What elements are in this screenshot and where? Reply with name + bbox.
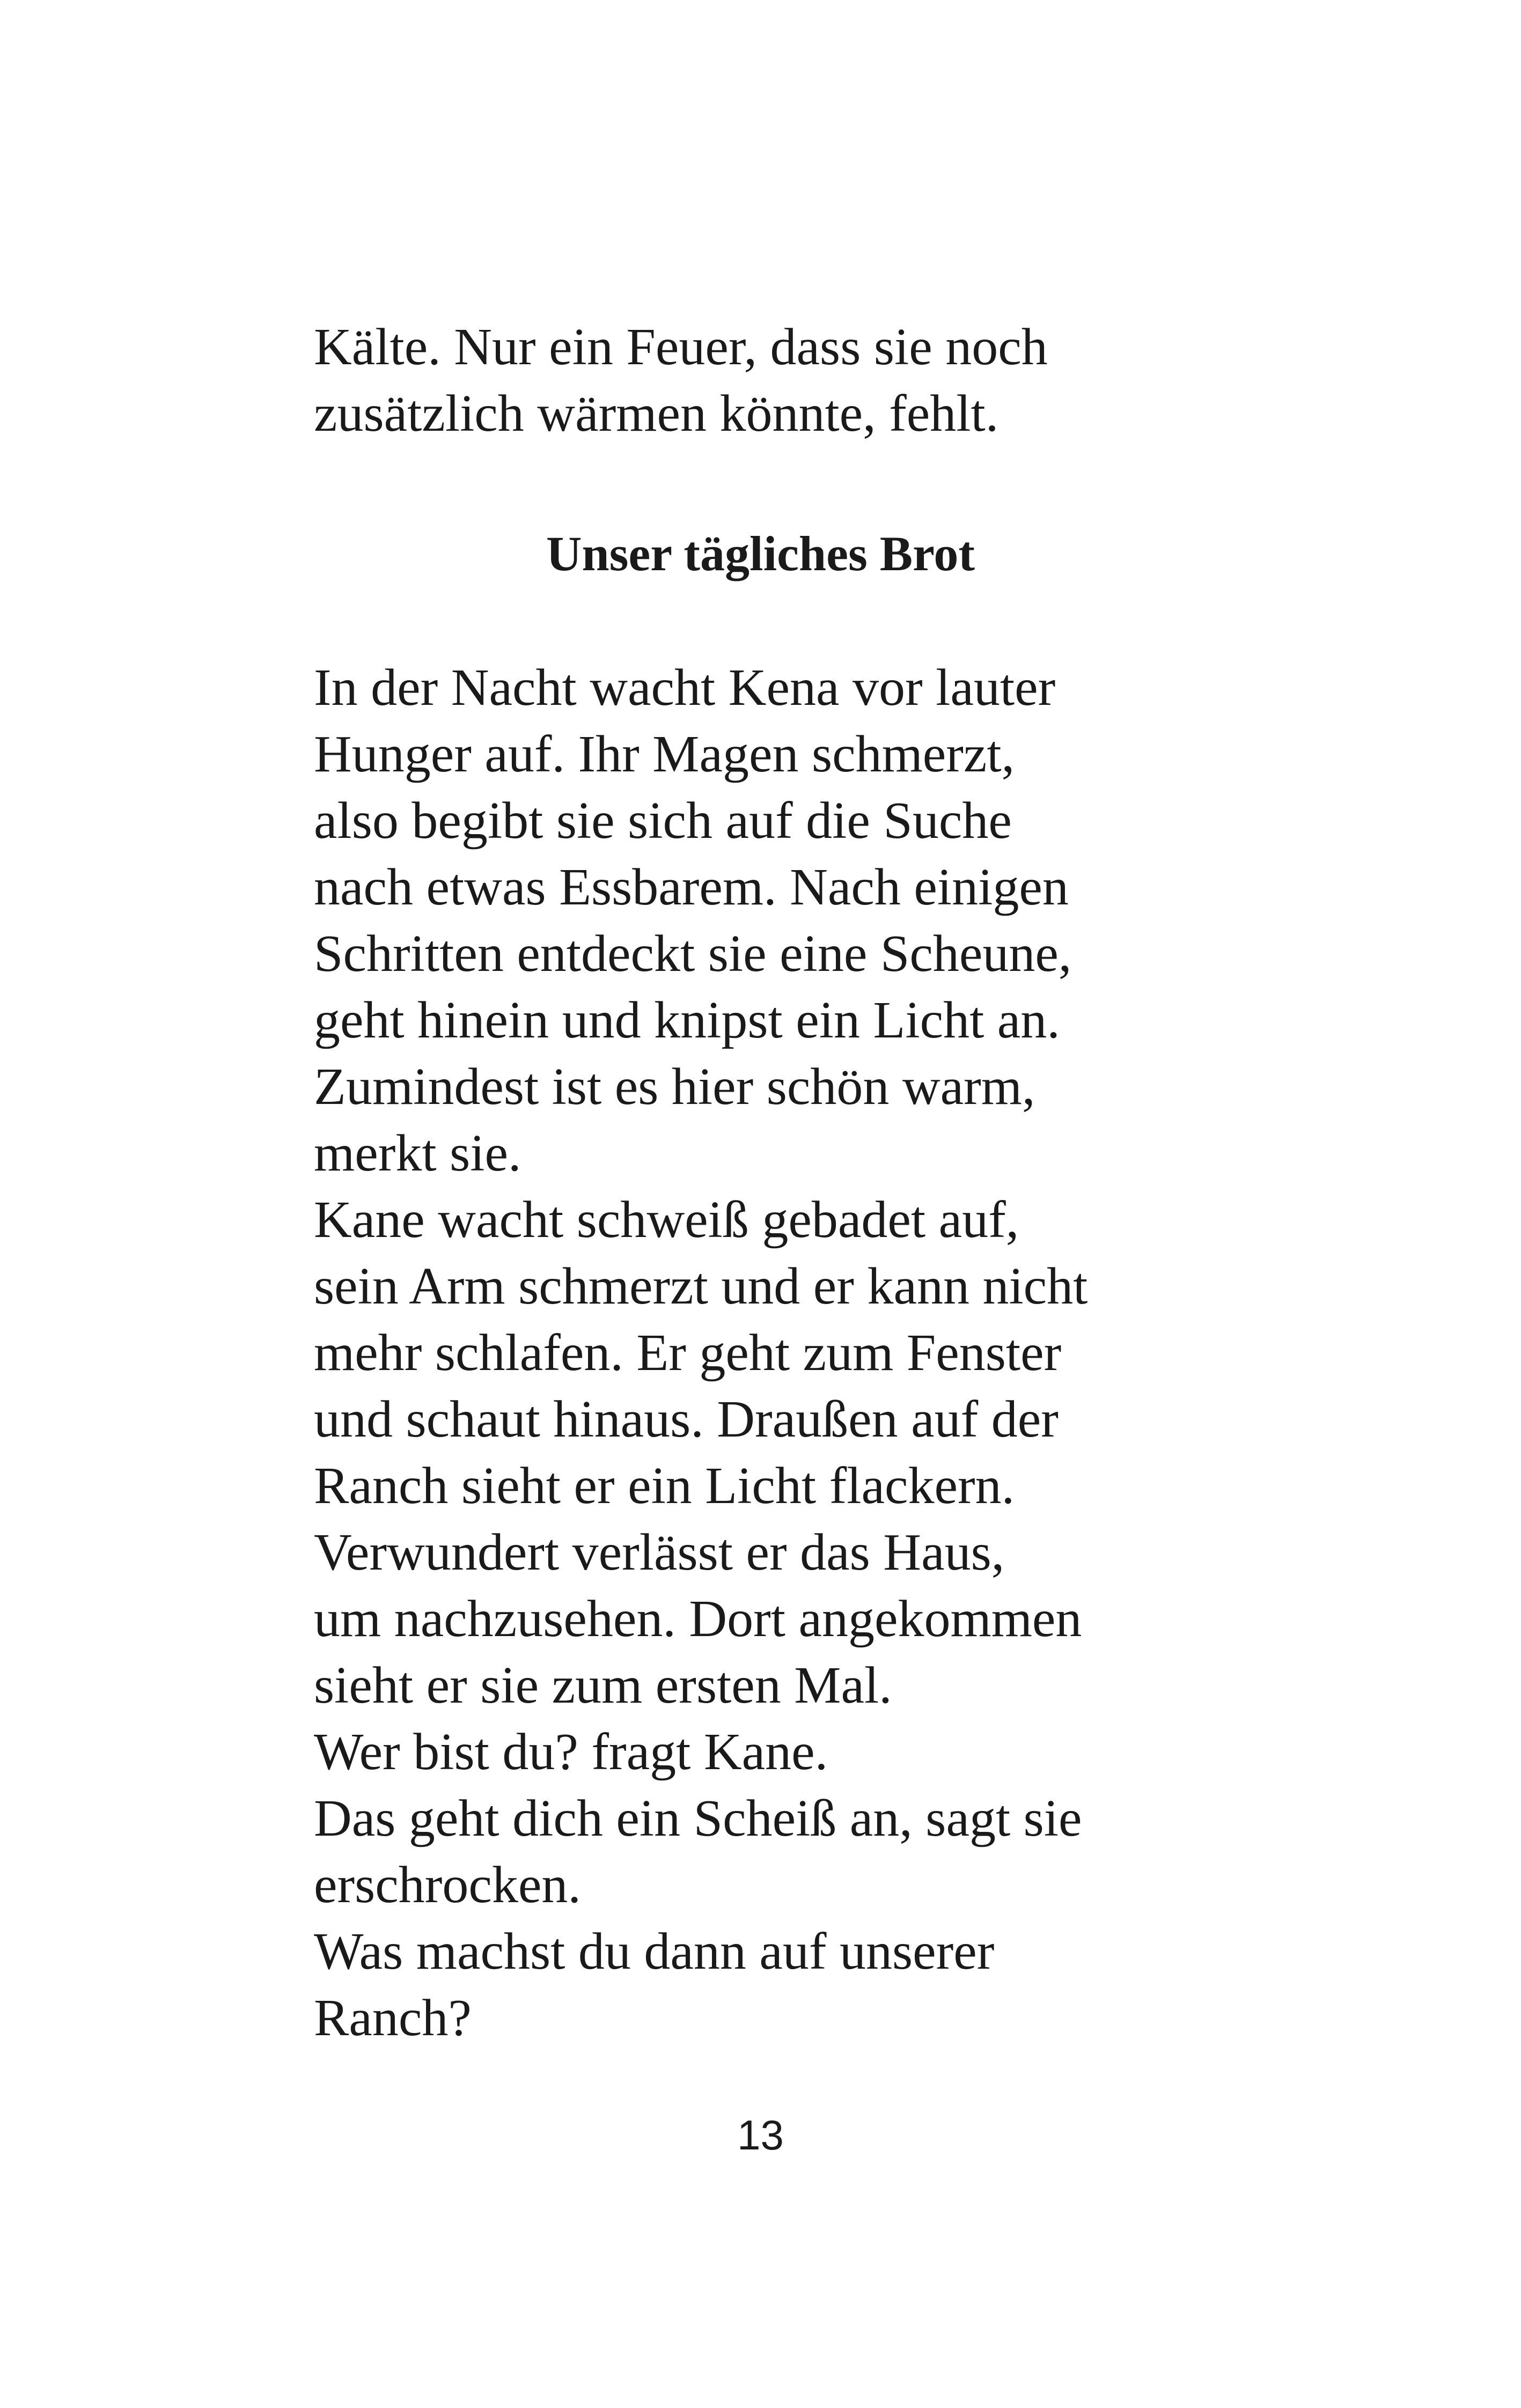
text-line: sein Arm schmerzt und er kann nicht — [314, 1257, 1088, 1315]
text-line: Hunger auf. Ihr Magen schmerzt, — [314, 725, 1015, 783]
text-line: zusätzlich wärmen könnte, fehlt. — [314, 385, 999, 443]
text-line: Das geht dich ein Scheiß an, sagt sie — [314, 1790, 1082, 1847]
text-line: geht hinein und knipst ein Licht an. — [314, 991, 1060, 1049]
text-line: Verwundert verlässt er das Haus, — [314, 1523, 1005, 1581]
text-line: Was machst du dann auf unserer — [314, 1923, 995, 1980]
text-line: Kane wacht schweiß gebadet auf, — [314, 1191, 1019, 1249]
text-line: also begibt sie sich auf die Suche — [314, 792, 1012, 850]
body-paragraphs — [314, 654, 1226, 2051]
text-line: Zumindest ist es hier schön warm, — [314, 1058, 1035, 1116]
text-line: und schaut hinaus. Draußen auf der — [314, 1390, 1059, 1448]
chapter-title: Unser tägliches Brot — [546, 526, 975, 581]
text-line: um nachzusehen. Dort angekommen — [314, 1590, 1082, 1648]
text-line: nach etwas Essbarem. Nach einigen — [314, 858, 1069, 916]
text-line: Kälte. Nur ein Feuer, dass sie noch — [314, 318, 1048, 376]
text-line: Ranch sieht er ein Licht flackern. — [314, 1457, 1015, 1515]
text-line: merkt sie. — [314, 1124, 521, 1182]
page-number: 13 — [737, 2111, 784, 2159]
text-line: sieht er sie zum ersten Mal. — [314, 1656, 892, 1714]
intro-paragraph — [314, 314, 1226, 447]
text-line: mehr schlafen. Er geht zum Fenster — [314, 1324, 1062, 1382]
text-line: Wer bist du? fragt Kane. — [314, 1723, 828, 1781]
text-line: In der Nacht wacht Kena vor lauter — [314, 659, 1056, 717]
text-line: erschrocken. — [314, 1856, 581, 1914]
text-line: Ranch? — [314, 1989, 472, 2047]
text-line: Schritten entdeckt sie eine Scheune, — [314, 925, 1072, 983]
